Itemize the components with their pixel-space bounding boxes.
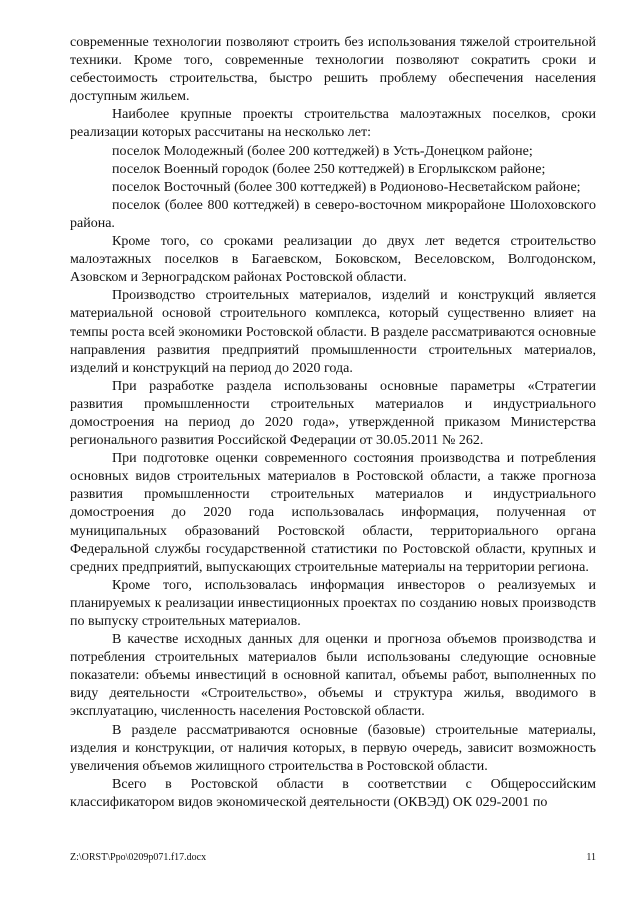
paragraph: Производство строительных материалов, изделий и конструкций является материальной основой строительного комплекса, который существенно влияет на темпы роста всей экономики Ростовской области. В разделе рассматриваются основные направления развития предприятий промышленности строительных материалов, изделий и конструкций на период до 2020 года. [70, 288, 596, 376]
paragraph: В качестве исходных данных для оценки и прогноза объемов производства и потребления строительных материалов были использованы следующие основные показатели: объемы инвестиций в основной капитал, объемы работ, выполненных по виду деятельности «Строительство», объемы и структура жилья, вводимого в эксплуатацию, численность населения Ростовской области. [70, 632, 596, 720]
body-text [70, 34, 596, 812]
list-item: поселок Восточный (более 300 коттеджей) в Родионово-Несветайском районе; [112, 179, 581, 195]
list-item: поселок Молодежный (более 200 коттеджей) в Усть-Донецком районе; [112, 143, 533, 159]
paragraph: современные технологии позволяют строить без использования тяжелой строительной техники. Кроме того, современные технологии позволяют сократить сроки и себестоимость строительства, быстро решить проблему обеспечения населения доступным жильем. [70, 35, 596, 105]
file-path: Z:\ORST\Ppo\0209p071.f17.docx [70, 852, 207, 863]
list-item: поселок Военный городок (более 250 коттеджей) в Егорлыкском районе; [112, 161, 546, 177]
list-item: поселок (более 800 коттеджей) в северо-восточном микрорайоне Шолоховского района. [70, 197, 596, 231]
paragraph: При разработке раздела использованы основные параметры «Стратегии развития промышленности строительных материалов и индустриального домостроения на период до 2020 года», утвержденной приказом Министерства регионального развития Российской Федерации от 30.05.2011 № 262. [70, 378, 596, 449]
paragraph: При подготовке оценки современного состояния производства и потребления основных видов строительных материалов в Ростовской области, а также прогноза развития промышленности строительных материалов и индустриального домостроения до 2020 года использовалась информация, полученная от муниципальных образований Ростовской области, территориального органа Федеральной службы государственной статистики по Ростовской области, крупных и средних предприятий, выпускающих строительные материалы на территории региона. [70, 451, 596, 575]
page-number: 11 [586, 852, 596, 863]
paragraph: Всего в Ростовской области в соответствии с Общероссийским классификатором видов экономической деятельности (ОКВЭД) ОК 029-2001 по [70, 776, 596, 810]
paragraph: Кроме того, использовалась информация инвесторов о реализуемых и планируемых к реализации инвестиционных проектах по созданию новых производств по выпуску строительных материалов. [70, 577, 596, 629]
paragraph: В разделе рассматриваются основные (базовые) строительные материалы, изделия и конструкции, от наличия которых, в первую очередь, зависит возможность увеличения объемов жилищного строительства в Ростовской области. [70, 722, 596, 774]
paragraph: Наиболее крупные проекты строительства малоэтажных поселков, сроки реализации которых рассчитаны на несколько лет: [70, 107, 596, 141]
paragraph: Кроме того, со сроками реализации до двух лет ведется строительство малоэтажных поселков в Багаевском, Боковском, Веселовском, Волгодонском, Азовском и Зерноградском районах Ростовской области. [70, 234, 596, 286]
